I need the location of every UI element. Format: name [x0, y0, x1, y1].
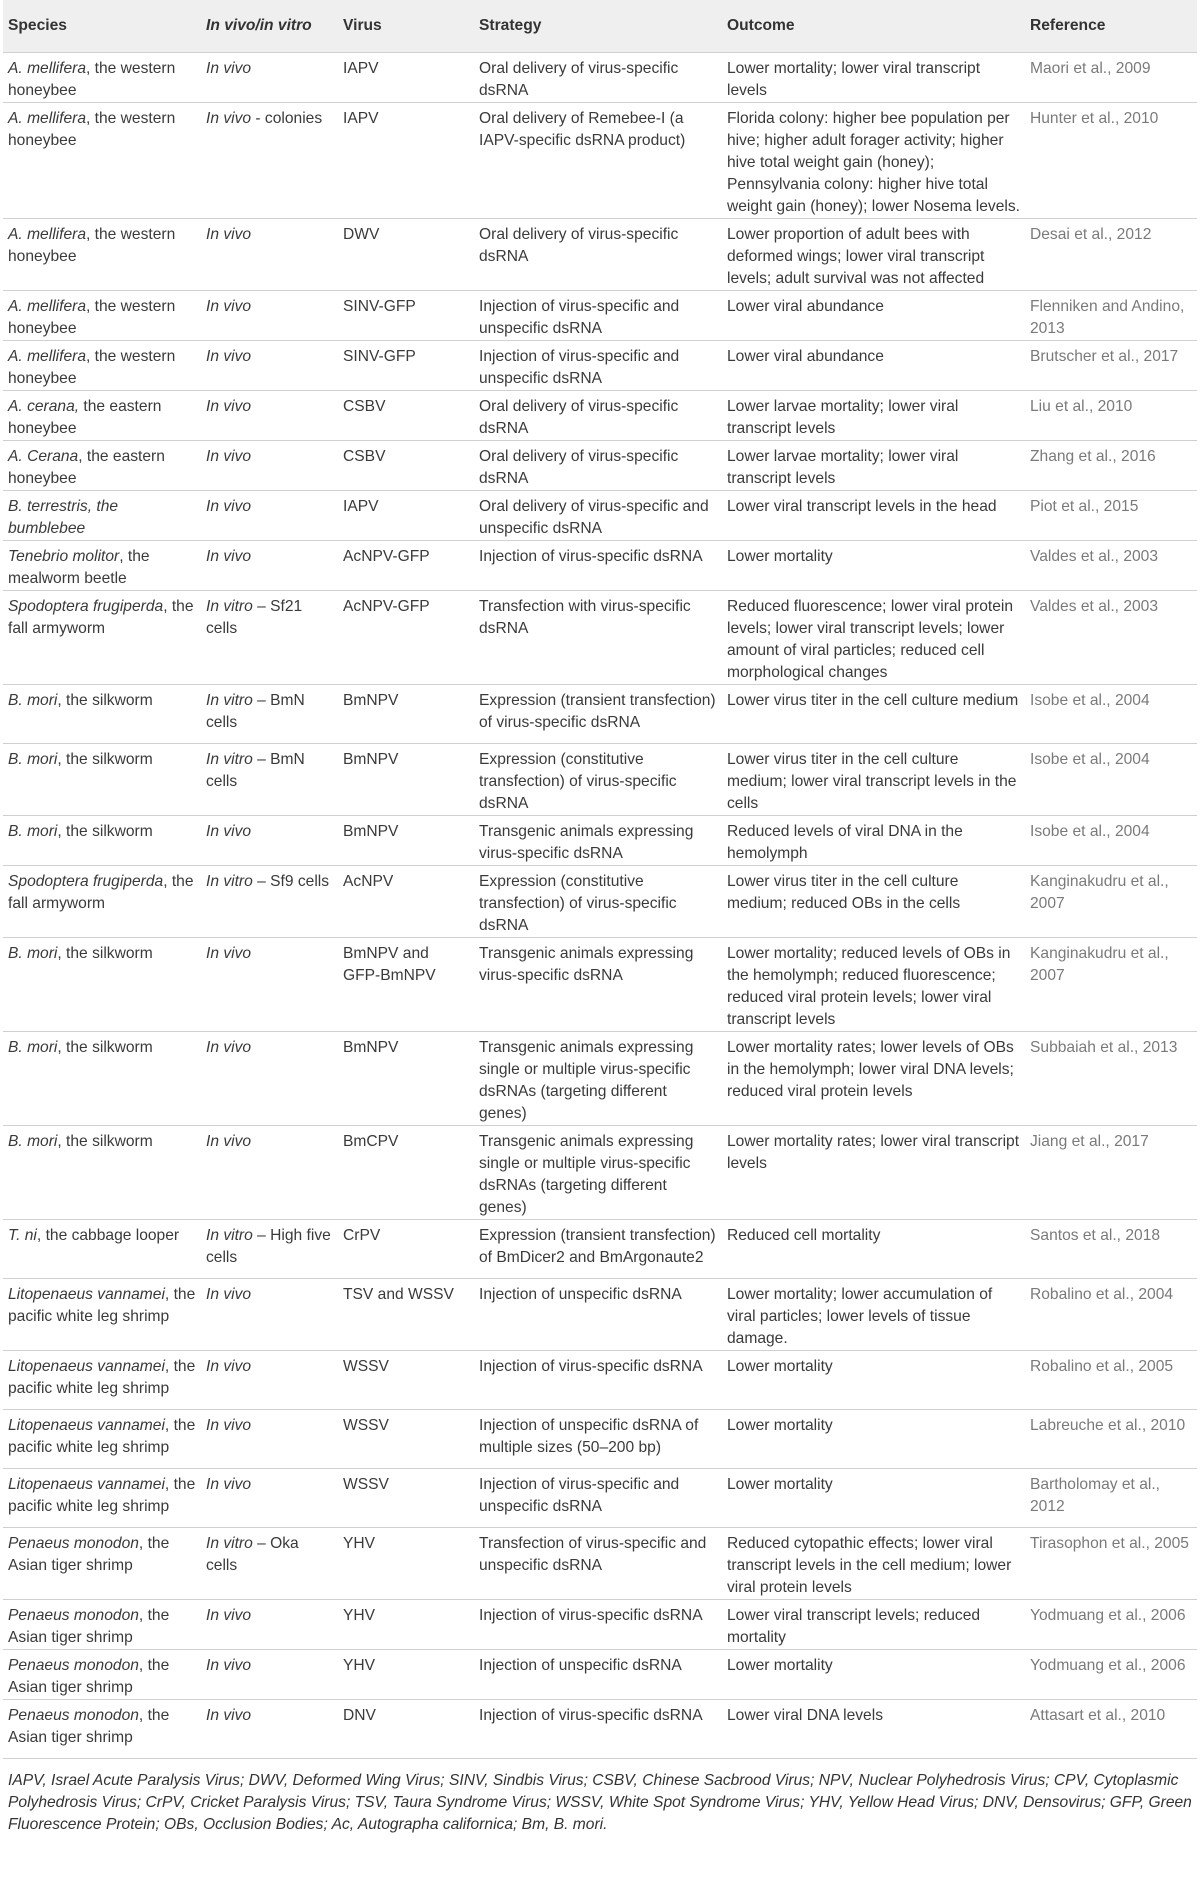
table-footnote: IAPV, Israel Acute Paralysis Virus; DWV, Deformed Wing Virus; SINV, Sindbis Virus; CSBV, Chinese Sacbrood Virus; NPV, Nuclear Polyhedrosis Virus; CPV, Cytoplasmic Polyhedrosis Virus; CrPV, Cricket Paralysis Virus; TSV, Taura Syndrome Virus; WSSV, White Spot Syndrome Virus; YHV, Yellow Head Virus; DNV, Densovirus; GFP, Green Fluorescence Protein; OBs, Occlusion Bodies; Ac, Autographa californica; Bm, B. mori.: [8, 1771, 1192, 1833]
cell-strategy: Injection of virus-specific dsRNA: [479, 1357, 703, 1375]
cell-outcome: Lower viral abundance: [727, 347, 884, 365]
cell-species: [3, 815, 201, 865]
cell-mode: [201, 815, 338, 865]
cell-reference: Maori et al., 2009: [1030, 59, 1151, 77]
mode-detail: – BmN cells: [206, 750, 305, 790]
species-scientific-name: Litopenaeus vannamei: [8, 1475, 165, 1493]
table-row: [3, 1350, 1197, 1409]
cell-strategy: Transgenic animals expressing virus-specific dsRNA: [479, 822, 694, 862]
species-common-name: , the pacific white leg shrimp: [8, 1285, 196, 1325]
cell-reference: Isobe et al., 2004: [1030, 822, 1150, 840]
cell-virus: BmCPV: [343, 1132, 399, 1150]
cell-mode: [201, 1649, 338, 1699]
cell-mode: [201, 540, 338, 590]
mode-label: In vivo: [206, 497, 252, 515]
cell-outcome: Lower mortality: [727, 547, 833, 565]
cell-mode: [201, 1409, 338, 1468]
species-common-name: , the cabbage looper: [36, 1226, 180, 1244]
cell-outcome: Lower mortality: [727, 1357, 833, 1375]
species-scientific-name: Spodoptera frugiperda: [8, 597, 164, 615]
cell-species: [3, 340, 201, 390]
cell-species: [3, 52, 201, 102]
table-row: [3, 684, 1197, 743]
mode-detail: – Sf9 cells: [252, 872, 330, 890]
cell-outcome: Lower viral transcript levels; reduced mortality: [727, 1606, 981, 1646]
mode-label: In vivo: [206, 225, 252, 243]
mode-detail: - colonies: [251, 109, 323, 127]
mode-label: In vitro: [206, 1534, 253, 1552]
cell-mode: [201, 490, 338, 540]
species-scientific-name: Penaeus monodon: [8, 1656, 139, 1674]
cell-mode: [201, 1527, 338, 1599]
species-common-name: the eastern honeybee: [8, 397, 162, 437]
cell-reference: Flenniken and Andino, 2013: [1030, 297, 1185, 337]
mode-detail: – Oka cells: [206, 1534, 299, 1574]
cell-outcome: Lower mortality rates; lower viral transcript levels: [727, 1132, 1020, 1172]
cell-species: [3, 865, 201, 937]
species-common-name: , the Asian tiger shrimp: [8, 1656, 170, 1696]
mode-label: In vivo: [206, 109, 252, 127]
cell-outcome: Lower mortality; lower viral transcript levels: [727, 59, 981, 99]
cell-reference: Bartholomay et al., 2012: [1030, 1475, 1161, 1515]
cell-outcome: Lower mortality: [727, 1656, 833, 1674]
mode-detail: – Sf21 cells: [206, 597, 303, 637]
species-scientific-name: A. mellifera: [8, 297, 86, 315]
header-reference: Reference: [1025, 0, 1197, 52]
cell-virus: AcNPV-GFP: [343, 547, 430, 565]
cell-outcome: Lower viral DNA levels: [727, 1706, 883, 1724]
species-common-name: , the mealworm beetle: [8, 547, 150, 587]
table-row: [3, 1699, 1197, 1758]
cell-virus: WSSV: [343, 1475, 389, 1493]
cell-virus: TSV and WSSV: [343, 1285, 454, 1303]
cell-reference: Desai et al., 2012: [1030, 225, 1152, 243]
cell-strategy: Expression (constitutive transfection) of virus-specific dsRNA: [479, 750, 677, 812]
cell-virus: BmNPV: [343, 691, 399, 709]
cell-outcome: Lower mortality: [727, 1416, 833, 1434]
cell-virus: DWV: [343, 225, 380, 243]
table-row: [3, 1409, 1197, 1468]
table-row: [3, 102, 1197, 218]
cell-outcome: Lower mortality: [727, 1475, 833, 1493]
table-row: [3, 1219, 1197, 1278]
cell-reference: Jiang et al., 2017: [1030, 1132, 1149, 1150]
cell-reference: Isobe et al., 2004: [1030, 691, 1150, 709]
cell-virus: WSSV: [343, 1357, 389, 1375]
cell-virus: CrPV: [343, 1226, 381, 1244]
cell-species: [3, 1527, 201, 1599]
cell-reference: Brutscher et al., 2017: [1030, 347, 1179, 365]
cell-mode: [201, 440, 338, 490]
species-common-name: , the silkworm: [57, 750, 153, 768]
table-row: [3, 743, 1197, 815]
species-common-name: , the pacific white leg shrimp: [8, 1416, 196, 1456]
cell-strategy: Injection of unspecific dsRNA: [479, 1656, 682, 1674]
cell-species: [3, 218, 201, 290]
cell-outcome: Lower mortality; reduced levels of OBs in the hemolymph; reduced fluorescence; reduced viral protein levels; lower viral transcript levels: [727, 944, 1011, 1028]
cell-virus: CSBV: [343, 397, 386, 415]
mode-label: In vivo: [206, 1475, 252, 1493]
table-row: [3, 1125, 1197, 1219]
cell-strategy: Oral delivery of virus-specific dsRNA: [479, 397, 679, 437]
species-scientific-name: A. Cerana: [8, 447, 79, 465]
table-body: [3, 52, 1197, 1758]
mode-label: In vivo: [206, 347, 252, 365]
cell-outcome: Reduced cytopathic effects; lower viral transcript levels in the cell medium; lower viral protein levels: [727, 1534, 1012, 1596]
table-row: [3, 540, 1197, 590]
table-row: [3, 1468, 1197, 1527]
table-row: [3, 1527, 1197, 1599]
table-row: [3, 290, 1197, 340]
mode-label: In vivo: [206, 1357, 252, 1375]
cell-reference: Santos et al., 2018: [1030, 1226, 1161, 1244]
cell-species: [3, 1649, 201, 1699]
cell-mode: [201, 52, 338, 102]
table-header-row: [3, 0, 1197, 52]
species-common-name: , the western honeybee: [8, 225, 176, 265]
species-scientific-name: A. mellifera: [8, 347, 86, 365]
header-outcome: Outcome: [722, 0, 1025, 52]
mode-label: In vivo: [206, 447, 252, 465]
cell-mode: [201, 1125, 338, 1219]
cell-reference: Liu et al., 2010: [1030, 397, 1133, 415]
mode-label: In vitro: [206, 872, 253, 890]
cell-virus: WSSV: [343, 1416, 389, 1434]
table-row: [3, 52, 1197, 102]
species-scientific-name: Penaeus monodon: [8, 1534, 139, 1552]
cell-species: [3, 290, 201, 340]
cell-mode: [201, 590, 338, 684]
cell-virus: SINV-GFP: [343, 297, 416, 315]
species-common-name: , the silkworm: [57, 944, 153, 962]
species-scientific-name: B. mori: [8, 944, 58, 962]
header-virus: Virus: [338, 0, 474, 52]
cell-virus: IAPV: [343, 59, 379, 77]
header-mode: In vivo/in vitro: [201, 0, 338, 52]
table-row: [3, 1649, 1197, 1699]
cell-reference: Yodmuang et al., 2006: [1030, 1656, 1186, 1674]
table-row: [3, 1599, 1197, 1649]
cell-strategy: Oral delivery of virus-specific and unspecific dsRNA: [479, 497, 709, 537]
mode-detail: – High five cells: [206, 1226, 331, 1266]
cell-mode: [201, 743, 338, 815]
mode-detail: – BmN cells: [206, 691, 305, 731]
cell-reference: Subbaiah et al., 2013: [1030, 1038, 1178, 1056]
cell-outcome: Lower virus titer in the cell culture medium; lower viral transcript levels in the cells: [727, 750, 1017, 812]
mode-label: In vivo: [206, 397, 252, 415]
species-scientific-name: B. terrestris, the bumblebee: [8, 497, 119, 537]
cell-virus: IAPV: [343, 109, 379, 127]
table-row: [3, 440, 1197, 490]
species-common-name: , the fall armyworm: [8, 597, 194, 637]
cell-virus: YHV: [343, 1534, 376, 1552]
cell-species: [3, 1125, 201, 1219]
mode-label: In vivo: [206, 1132, 252, 1150]
mode-label: In vivo: [206, 944, 252, 962]
cell-mode: [201, 937, 338, 1031]
mode-label: In vitro: [206, 691, 253, 709]
species-scientific-name: Spodoptera frugiperda: [8, 872, 164, 890]
mode-label: In vitro: [206, 597, 253, 615]
cell-strategy: Injection of virus-specific dsRNA: [479, 1606, 703, 1624]
cell-mode: [201, 1219, 338, 1278]
cell-outcome: Reduced levels of viral DNA in the hemolymph: [727, 822, 963, 862]
species-scientific-name: A. cerana,: [8, 397, 80, 415]
cell-outcome: Reduced cell mortality: [727, 1226, 881, 1244]
species-common-name: , the pacific white leg shrimp: [8, 1475, 196, 1515]
table-row: [3, 937, 1197, 1031]
mode-label: In vivo: [206, 1416, 252, 1434]
cell-strategy: Injection of virus-specific dsRNA: [479, 547, 703, 565]
cell-reference: Valdes et al., 2003: [1030, 597, 1159, 615]
cell-strategy: Oral delivery of virus-specific dsRNA: [479, 225, 679, 265]
species-scientific-name: T. ni: [8, 1226, 37, 1244]
cell-mode: [201, 1599, 338, 1649]
cell-species: [3, 1031, 201, 1125]
cell-virus: BmNPV: [343, 1038, 399, 1056]
mode-label: In vitro: [206, 1226, 253, 1244]
cell-outcome: Lower mortality; lower accumulation of viral particles; lower levels of tissue damage.: [727, 1285, 993, 1347]
species-scientific-name: Litopenaeus vannamei: [8, 1357, 165, 1375]
species-common-name: , the fall armyworm: [8, 872, 194, 912]
cell-species: [3, 390, 201, 440]
cell-mode: [201, 1468, 338, 1527]
species-scientific-name: B. mori: [8, 1038, 58, 1056]
cell-virus: BmNPV: [343, 750, 399, 768]
cell-outcome: Lower viral transcript levels in the head: [727, 497, 997, 515]
cell-species: [3, 102, 201, 218]
cell-strategy: Injection of virus-specific and unspecific dsRNA: [479, 1475, 680, 1515]
cell-strategy: Injection of unspecific dsRNA: [479, 1285, 682, 1303]
table-row: [3, 490, 1197, 540]
cell-mode: [201, 1350, 338, 1409]
cell-strategy: Oral delivery of Remebee-I (a IAPV-specific dsRNA product): [479, 109, 686, 149]
cell-outcome: Lower larvae mortality; lower viral transcript levels: [727, 397, 959, 437]
species-scientific-name: A. mellifera: [8, 109, 86, 127]
cell-strategy: Oral delivery of virus-specific dsRNA: [479, 447, 679, 487]
mode-label: In vivo: [206, 1706, 252, 1724]
mode-label: In vivo: [206, 1285, 252, 1303]
species-common-name: , the Asian tiger shrimp: [8, 1606, 170, 1646]
cell-reference: Zhang et al., 2016: [1030, 447, 1156, 465]
cell-mode: [201, 340, 338, 390]
cell-virus: AcNPV-GFP: [343, 597, 430, 615]
mode-label: In vitro: [206, 750, 253, 768]
cell-strategy: Injection of virus-specific dsRNA: [479, 1706, 703, 1724]
species-scientific-name: Litopenaeus vannamei: [8, 1285, 165, 1303]
cell-reference: Tirasophon et al., 2005: [1030, 1534, 1189, 1552]
cell-mode: [201, 290, 338, 340]
cell-species: [3, 1409, 201, 1468]
cell-reference: Robalino et al., 2005: [1030, 1357, 1174, 1375]
cell-virus: YHV: [343, 1656, 376, 1674]
cell-species: [3, 490, 201, 540]
cell-reference: Attasart et al., 2010: [1030, 1706, 1166, 1724]
mode-label: In vivo: [206, 1656, 252, 1674]
cell-strategy: Expression (transient transfection) of BmDicer2 and BmArgonaute2: [479, 1226, 716, 1266]
species-common-name: , the pacific white leg shrimp: [8, 1357, 196, 1397]
table-row: [3, 1278, 1197, 1350]
cell-species: [3, 1219, 201, 1278]
cell-virus: AcNPV: [343, 872, 394, 890]
cell-outcome: Reduced fluorescence; lower viral protein levels; lower viral transcript levels; lower amount of viral particles; reduced cell morphological changes: [727, 597, 1014, 681]
cell-outcome: Lower viral abundance: [727, 297, 884, 315]
cell-reference: Labreuche et al., 2010: [1030, 1416, 1186, 1434]
cell-reference: Hunter et al., 2010: [1030, 109, 1159, 127]
cell-species: [3, 1278, 201, 1350]
header-strategy: Strategy: [474, 0, 722, 52]
table-row: [3, 815, 1197, 865]
table-row: [3, 1031, 1197, 1125]
cell-mode: [201, 1278, 338, 1350]
cell-mode: [201, 684, 338, 743]
cell-virus: IAPV: [343, 497, 379, 515]
table-row: [3, 590, 1197, 684]
species-common-name: , the western honeybee: [8, 297, 176, 337]
mode-label: In vivo: [206, 822, 252, 840]
cell-species: [3, 1350, 201, 1409]
cell-outcome: Lower mortality rates; lower levels of OBs in the hemolymph; lower viral DNA levels; reduced viral protein levels: [727, 1038, 1014, 1100]
cell-mode: [201, 1699, 338, 1758]
cell-reference: Isobe et al., 2004: [1030, 750, 1150, 768]
species-scientific-name: B. mori: [8, 750, 58, 768]
cell-species: [3, 440, 201, 490]
species-common-name: , the silkworm: [57, 822, 153, 840]
cell-mode: [201, 865, 338, 937]
cell-mode: [201, 1031, 338, 1125]
mode-label: In vivo: [206, 547, 252, 565]
species-common-name: , the western honeybee: [8, 59, 176, 99]
species-common-name: , the silkworm: [57, 1038, 153, 1056]
mode-label: In vivo: [206, 297, 252, 315]
cell-strategy: Transgenic animals expressing virus-specific dsRNA: [479, 944, 694, 984]
table-row: [3, 340, 1197, 390]
cell-reference: Kanginakudru et al., 2007: [1030, 872, 1169, 912]
cell-species: [3, 1699, 201, 1758]
species-scientific-name: Litopenaeus vannamei: [8, 1416, 165, 1434]
cell-reference: Piot et al., 2015: [1030, 497, 1139, 515]
cell-species: [3, 540, 201, 590]
species-common-name: , the Asian tiger shrimp: [8, 1534, 170, 1574]
cell-species: [3, 743, 201, 815]
cell-virus: YHV: [343, 1606, 376, 1624]
cell-outcome: Lower proportion of adult bees with deformed wings; lower viral transcript levels; adult survival was not affected: [727, 225, 985, 287]
cell-species: [3, 590, 201, 684]
cell-strategy: Injection of unspecific dsRNA of multiple sizes (50–200 bp): [479, 1416, 699, 1456]
cell-virus: BmNPV and GFP-BmNPV: [343, 944, 436, 984]
cell-virus: BmNPV: [343, 822, 399, 840]
species-scientific-name: A. mellifera: [8, 59, 86, 77]
species-common-name: , the silkworm: [57, 691, 153, 709]
species-scientific-name: B. mori: [8, 1132, 58, 1150]
cell-mode: [201, 102, 338, 218]
species-scientific-name: B. mori: [8, 691, 58, 709]
species-common-name: , the western honeybee: [8, 347, 176, 387]
species-common-name: , the eastern honeybee: [8, 447, 165, 487]
cell-species: [3, 684, 201, 743]
species-scientific-name: Tenebrio molitor: [8, 547, 120, 565]
results-table: [3, 0, 1197, 1759]
cell-outcome: Lower larvae mortality; lower viral transcript levels: [727, 447, 959, 487]
cell-outcome: Lower virus titer in the cell culture medium; reduced OBs in the cells: [727, 872, 961, 912]
header-species: Species: [3, 0, 201, 52]
cell-reference: Yodmuang et al., 2006: [1030, 1606, 1186, 1624]
species-scientific-name: A. mellifera: [8, 225, 86, 243]
cell-strategy: Transgenic animals expressing single or multiple virus-specific dsRNAs (targeting different genes): [479, 1038, 694, 1122]
mode-label: In vivo: [206, 59, 252, 77]
cell-reference: Kanginakudru et al., 2007: [1030, 944, 1169, 984]
cell-strategy: Injection of virus-specific and unspecific dsRNA: [479, 297, 680, 337]
species-common-name: , the silkworm: [57, 1132, 153, 1150]
cell-species: [3, 1599, 201, 1649]
cell-reference: Valdes et al., 2003: [1030, 547, 1159, 565]
species-scientific-name: Penaeus monodon: [8, 1606, 139, 1624]
cell-virus: DNV: [343, 1706, 376, 1724]
cell-virus: CSBV: [343, 447, 386, 465]
cell-mode: [201, 218, 338, 290]
cell-strategy: Transfection with virus-specific dsRNA: [479, 597, 691, 637]
cell-species: [3, 1468, 201, 1527]
cell-strategy: Transgenic animals expressing single or multiple virus-specific dsRNAs (targeting different genes): [479, 1132, 694, 1216]
cell-mode: [201, 390, 338, 440]
cell-species: [3, 937, 201, 1031]
cell-strategy: Expression (constitutive transfection) of virus-specific dsRNA: [479, 872, 677, 934]
cell-outcome: Florida colony: higher bee population per hive; higher adult forager activity; higher hive total weight gain (honey); Pennsylvania colony: higher hive total weight gain (honey); lower Nosema levels.: [727, 109, 1020, 215]
cell-strategy: Injection of virus-specific and unspecific dsRNA: [479, 347, 680, 387]
cell-virus: SINV-GFP: [343, 347, 416, 365]
cell-strategy: Oral delivery of virus-specific dsRNA: [479, 59, 679, 99]
mode-label: In vivo: [206, 1606, 252, 1624]
table-row: [3, 218, 1197, 290]
table-row: [3, 865, 1197, 937]
cell-reference: Robalino et al., 2004: [1030, 1285, 1174, 1303]
table-row: [3, 390, 1197, 440]
species-scientific-name: B. mori: [8, 822, 58, 840]
species-common-name: , the Asian tiger shrimp: [8, 1706, 170, 1746]
cell-outcome: Lower virus titer in the cell culture medium: [727, 691, 1019, 709]
species-scientific-name: Penaeus monodon: [8, 1706, 139, 1724]
mode-label: In vivo: [206, 1038, 252, 1056]
cell-strategy: Expression (transient transfection) of virus-specific dsRNA: [479, 691, 716, 731]
species-common-name: , the western honeybee: [8, 109, 176, 149]
cell-strategy: Transfection of virus-specific and unspecific dsRNA: [479, 1534, 707, 1574]
